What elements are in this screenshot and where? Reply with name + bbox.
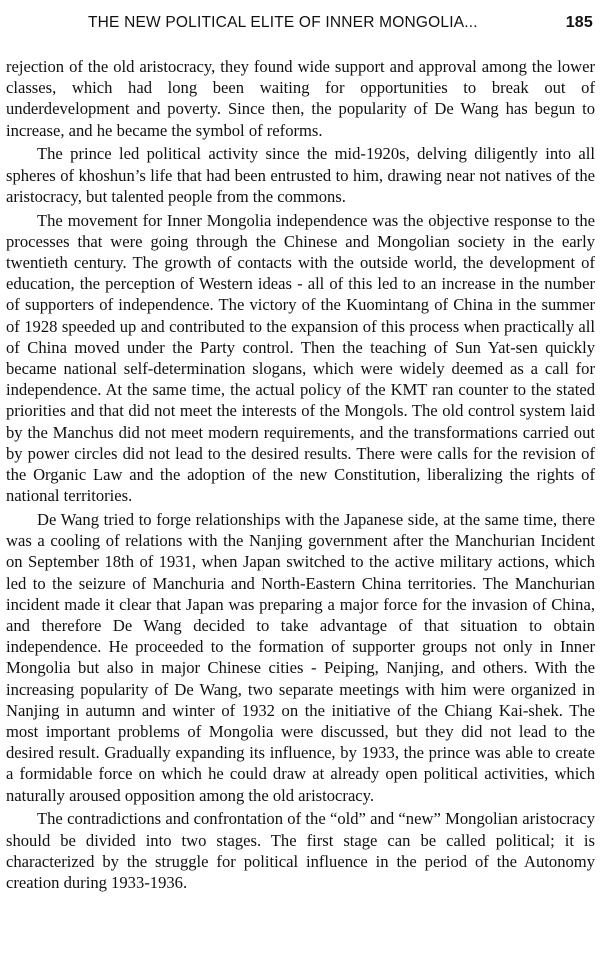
running-header-title: THE NEW POLITICAL ELITE OF INNER MONGOLIA...	[88, 14, 478, 31]
paragraph: The prince led political activity since the mid-1920s, delving diligently into all spheres of khoshun’s life that had been entrusted to him, drawing near not natives of the aristocracy, but talented people from the commons.	[6, 144, 595, 206]
paragraph: The movement for Inner Mongolia independence was the objective response to the processes that were going through the Chinese and Mongolian society in the early twentieth century. The growth of contacts with the outside world, the development of education, the perception of Western ideas - all of this led to an increase in the number of supporters of independence. The victory of the Kuomintang of China in the summer of 1928 speeded up and contributed to the expansion of this process when practically all of China moved under the Party control. Then the teaching of Sun Yat-sen quickly became national self-determination slogans, which were widely deemed as a call for independence. At the same time, the actual policy of the KMT ran counter to the stated priorities and that did not meet the interests of the Mongols. The old control system laid by the Manchus did not meet modern requirements, and the transformations carried out by power circles did not lead to the desired results. There were calls for the revision of the Organic Law and the adoption of the new Constitution, liberalizing the rights of national territories.	[6, 210, 595, 506]
body-text	[6, 56, 595, 896]
page-number: 185	[565, 14, 593, 31]
paragraph-continued: rejection of the old aristocracy, they found wide support and approval among the lower classes, which had long been waiting for opportunities to break out of underdevelopment and poverty. Since then, the popularity of De Wang has begun to increase, and he became the symbol of reforms.	[6, 57, 595, 140]
paragraph: De Wang tried to forge relationships with the Japanese side, at the same time, there was a cooling of relations with the Nanjing government after the Manchurian Incident on September 18th of 1931, when Japan switched to the active military actions, which led to the seizure of Manchuria and North-Eastern China territories. The Manchurian incident made it clear that Japan was preparing a major force for the invasion of China, and therefore De Wang decided to take advantage of that situation to obtain independence. He proceeded to the formation of supporter groups not only in Inner Mongolia but also in major Chinese cities - Peiping, Nanjing, and others. With the increasing popularity of De Wang, two separate meetings with him were organized in Nanjing in autumn and winter of 1932 on the initiative of the Chiang Kai-shek. The most important problems of Mongolia were discussed, but they did not lead to the desired result. Gradually expanding its influence, by 1933, the prince was able to create a formidable force on which he could draw at already open political activities, which naturally aroused opposition among the old aristocracy.	[6, 510, 595, 805]
paragraph: The contradictions and confrontation of the “old” and “new” Mongolian aristocracy should be divided into two stages. The first stage can be called political; it is characterized by the struggle for political influence in the period of the Autonomy creation during 1933-1936.	[6, 809, 595, 893]
running-header	[88, 10, 593, 36]
